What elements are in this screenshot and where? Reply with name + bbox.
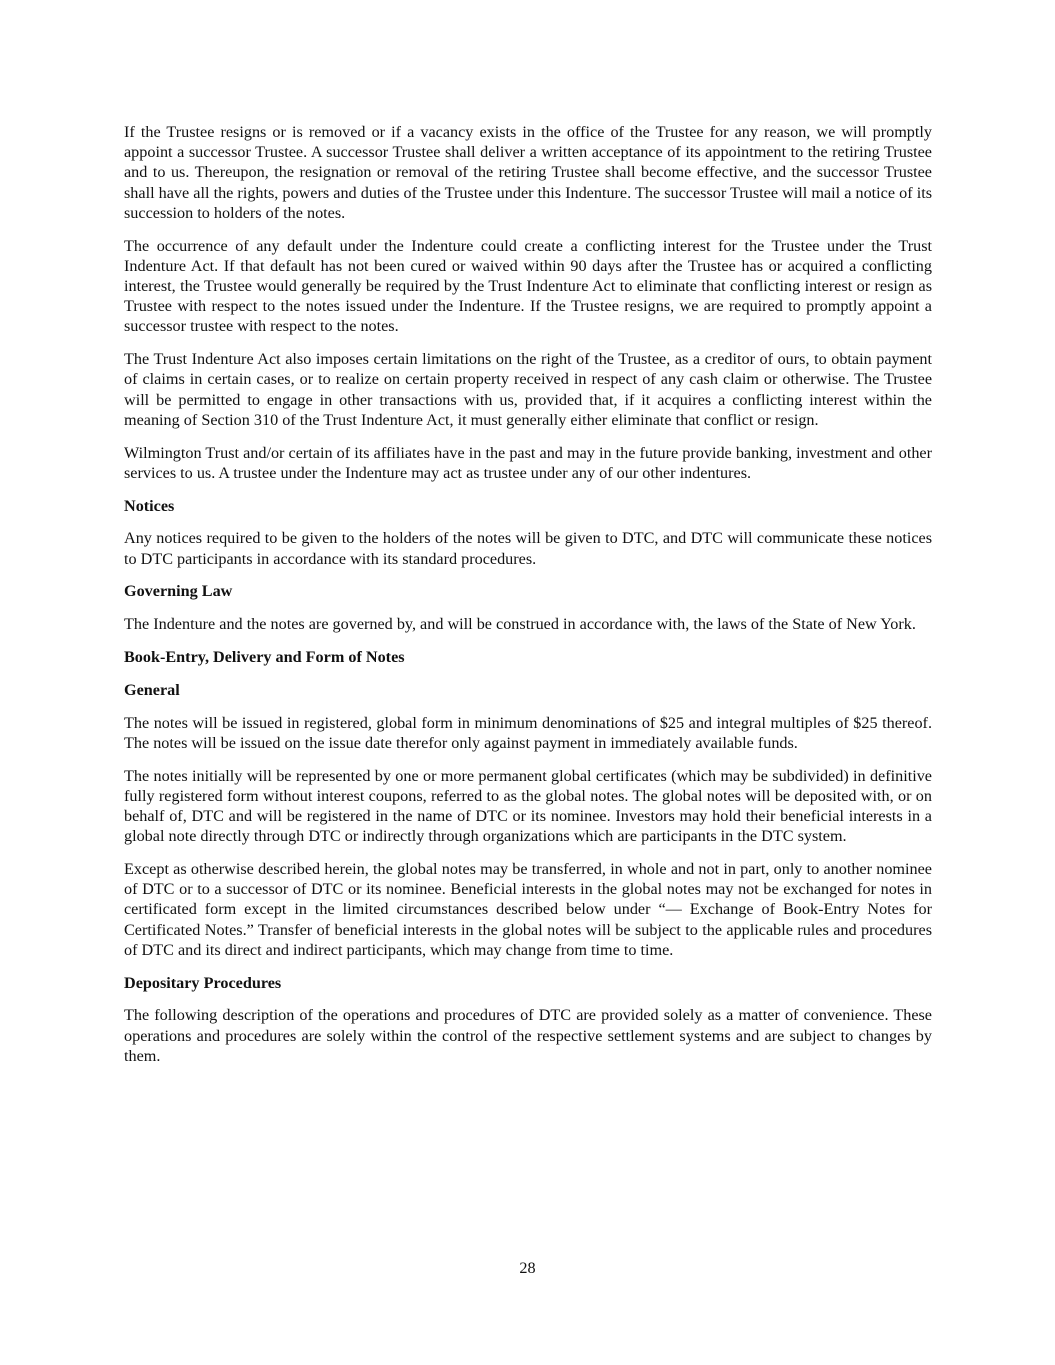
heading-depositary-procedures: Depositary Procedures [124,973,282,992]
paragraph-conflicting-interest: The occurrence of any default under the Indenture could create a conflicting interest for the Trustee under the Trust Indenture Act. If that default has not been cured or waived within 90 days after the Trustee has or acquired a conflicting interest, the Trustee would generally be required by the Trust Indenture Act to eliminate that conflicting interest or resign as Trustee with respect to the notes issued under the Indenture. If the Trustee resigns, we are required to promptly appoint a successor trustee with respect to the notes. [124,236,932,336]
paragraph-denominations: The notes will be issued in registered, global form in minimum denominations of $25 and integral multiples of $25 thereof. The notes will be issued on the issue date therefor only against payment in immediately available funds. [124,713,932,752]
paragraph-wilmington-trust: Wilmington Trust and/or certain of its affiliates have in the past and may in the future provide banking, investment and other services to us. A trustee under the Indenture may act as trustee under any of our other indentures. [124,443,932,482]
paragraph-trust-indenture-act: The Trust Indenture Act also imposes certain limitations on the right of the Trustee, as a creditor of ours, to obtain payment of claims in certain cases, or to realize on certain property received in respect of any cash claim or otherwise. The Trustee will be permitted to engage in other transactions with us, provided that, if it acquires a conflicting interest within the meaning of Section 310 of the Trust Indenture Act, it must generally either eliminate that conflict or resign. [124,350,932,429]
paragraph-governing-law: The Indenture and the notes are governed by, and will be construed in accordance with, the laws of the State of New York. [124,615,916,634]
paragraph-global-notes: The notes initially will be represented by one or more permanent global certificates (which may be subdivided) in definitive fully registered form without interest coupons, referred to as the global notes. The global notes will be deposited with, or on behalf of, DTC and will be registered in the name of DTC or its nominee. Investors may hold their beneficial interests in a global note directly through DTC or indirectly through organizations which are participants in the DTC system. [124,766,932,846]
heading-governing-law: Governing Law [124,582,233,601]
page-number: 28 [519,1259,536,1277]
paragraph-trustee-resignation: If the Trustee resigns or is removed or if a vacancy exists in the office of the Trustee for any reason, we will promptly appoint a successor Trustee. A successor Trustee shall deliver a written acceptance of its appointment to the retiring Trustee and to us. Thereupon, the resignation or removal of the retiring Trustee shall become effective, and the successor Trustee shall have all the rights, powers and duties of the Trustee under this Indenture. The successor Trustee will mail a notice of its succession to holders of the notes. [124,123,932,222]
heading-notices: Notices [124,496,175,515]
heading-general: General [124,680,180,699]
document-body [124,122,932,1079]
paragraph-depositary: The following description of the operations and procedures of DTC are provided solely as a matter of convenience. These operations and procedures are solely within the control of the respective settlement systems and are subject to changes by them. [124,1006,932,1065]
heading-book-entry: Book-Entry, Delivery and Form of Notes [124,648,405,667]
paragraph-transfer: Except as otherwise described herein, the global notes may be transferred, in whole and not in part, only to another nominee of DTC or to a successor of DTC or its nominee. Beneficial interests in the global notes may not be exchanged for notes in certificated form except in the limited circumstances described below under “— Exchange of Book-Entry Notes for Certificated Notes.” Transfer of beneficial interests in the global notes will be subject to the applicable rules and procedures of DTC and its direct and indirect participants, which may change from time to time. [124,860,932,959]
paragraph-notices: Any notices required to be given to the holders of the notes will be given to DTC, and DTC will communicate these notices to DTC participants in accordance with its standard procedures. [124,529,932,568]
